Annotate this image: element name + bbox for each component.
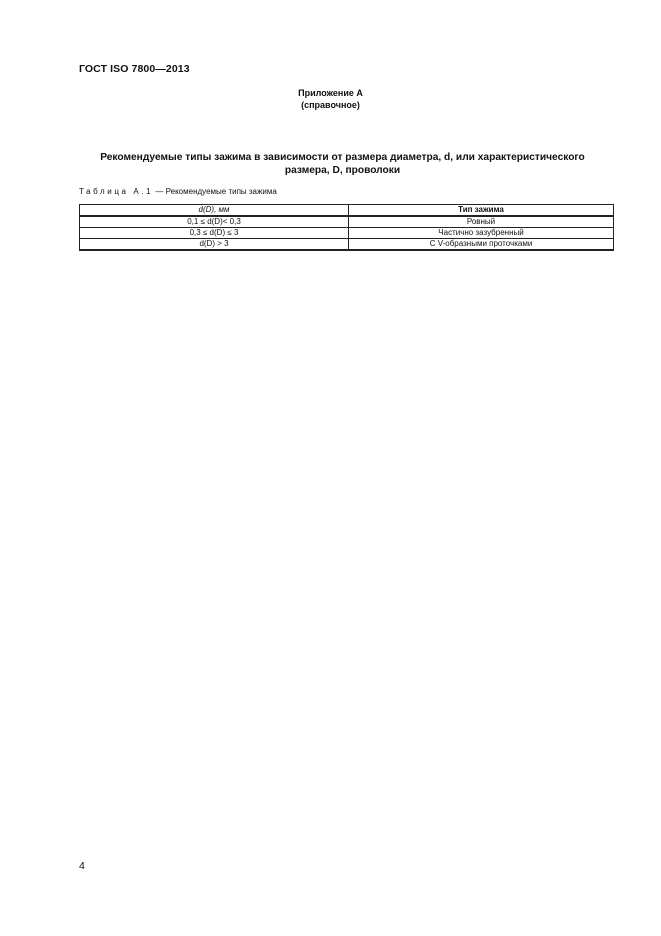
- annex-title: [60, 151, 625, 177]
- table-row: [80, 216, 614, 228]
- cell-diameter: d(D) > 3: [80, 239, 349, 251]
- cell-diameter: 0,3 ≤ d(D) ≤ 3: [80, 228, 349, 239]
- annex-heading: [0, 87, 661, 111]
- page-number: 4: [79, 860, 85, 872]
- header-diameter: d(D), мм: [80, 205, 349, 217]
- clamp-types-table: [79, 204, 614, 251]
- document-code: ГОСТ ISO 7800—2013: [79, 63, 190, 75]
- header-clamp-type: Тип зажима: [349, 205, 614, 217]
- annex-type: (справочное): [301, 100, 360, 110]
- table-header-row: [80, 205, 614, 217]
- cell-clamp-type: Частично зазубренный: [349, 228, 614, 239]
- table-caption-label: Таблица А.1: [79, 187, 154, 196]
- cell-clamp-type: С V-образными проточками: [349, 239, 614, 251]
- annex-label: Приложение А: [298, 88, 363, 98]
- table-row: [80, 228, 614, 239]
- table-caption: [79, 187, 277, 196]
- annex-title-line-1: Рекомендуемые типы зажима в зависимости от размера диаметра, d, или характеристического: [100, 152, 585, 163]
- cell-diameter: 0,1 ≤ d(D)< 0,3: [80, 216, 349, 228]
- table-caption-text: — Рекомендуемые типы зажима: [153, 187, 277, 196]
- table-row: [80, 239, 614, 251]
- cell-clamp-type: Ровный: [349, 216, 614, 228]
- annex-title-line-2: размера, D, проволоки: [284, 165, 401, 176]
